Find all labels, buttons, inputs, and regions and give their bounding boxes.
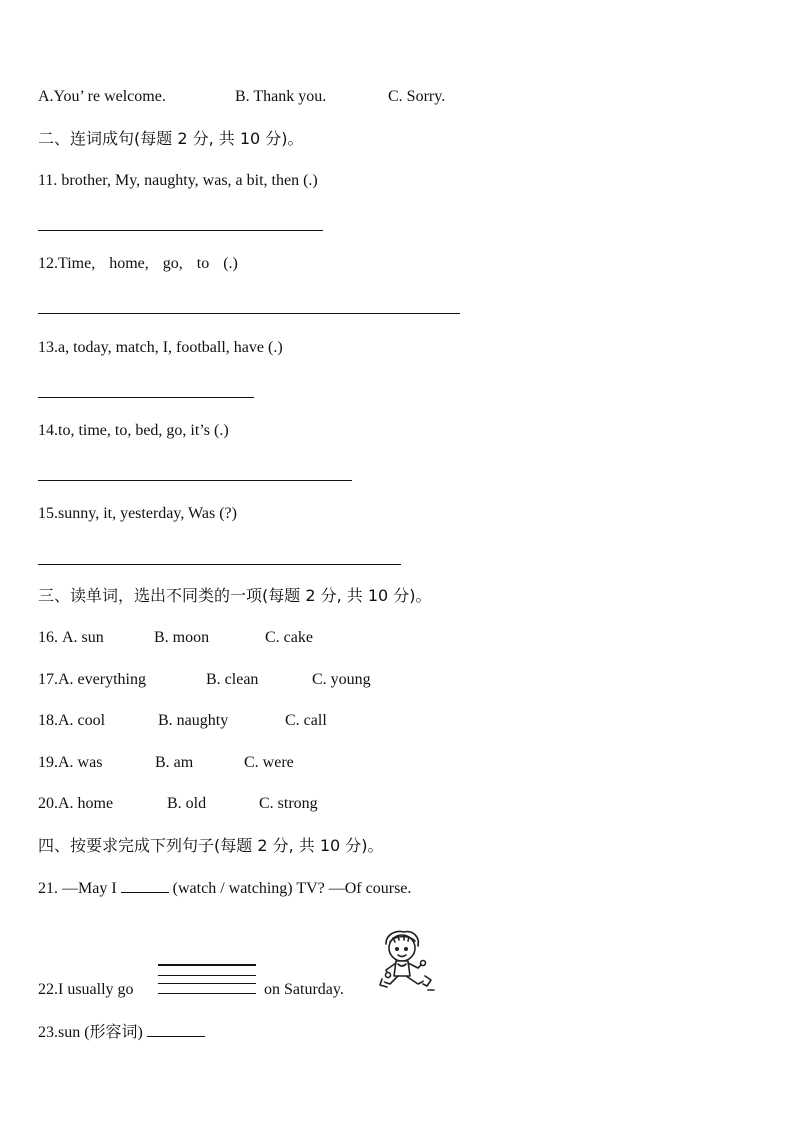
q21-suffix: (watch / watching) TV? —Of course.: [172, 880, 412, 897]
q21-blank[interactable]: [121, 878, 169, 893]
q17-option-c: C. young: [312, 671, 371, 688]
q15-answer-line[interactable]: [38, 564, 401, 565]
q10-options: [38, 87, 445, 107]
q14-prompt: 14.to, time, to, bed, go, it’s (.): [38, 422, 229, 439]
q14-answer-line[interactable]: [38, 480, 352, 481]
section3-heading: 三、读单词，选出不同类的一项(每题 2 分, 共 10 分)。: [38, 586, 432, 605]
q16-option-a: A. sun: [62, 629, 104, 646]
q19-number: 19.: [38, 754, 58, 771]
q17-option-a: A. everything: [58, 671, 146, 688]
q18-number: 18.: [38, 712, 58, 729]
q12-answer-line[interactable]: [38, 313, 460, 314]
q10-option-c: C. Sorry.: [388, 88, 446, 105]
q18-option-b: B. naughty: [158, 712, 229, 729]
q15-prompt: 15.sunny, it, yesterday, Was (?): [38, 505, 237, 522]
q13-answer-line[interactable]: [38, 397, 254, 398]
q13-prompt: 13.a, today, match, I, football, have (.): [38, 339, 283, 356]
q21-prefix: 21. —May I: [38, 880, 117, 897]
q19-option-a: A. was: [58, 754, 103, 771]
q19-option-c: C. were: [244, 754, 294, 771]
q20-option-a: A. home: [58, 795, 114, 812]
q10-option-b: B. Thank you.: [235, 88, 327, 105]
q20-number: 20.: [38, 795, 58, 812]
q23-blank[interactable]: [147, 1022, 205, 1037]
q22-writing-line-1: [158, 964, 256, 966]
q19-option-b: B. am: [155, 754, 194, 771]
q20-option-c: C. strong: [259, 795, 318, 812]
q22-writing-lines[interactable]: [158, 962, 256, 996]
section2-heading: 二、连词成句(每题 2 分, 共 10 分)。: [38, 129, 304, 148]
q22-writing-line-4: [158, 993, 256, 994]
q22-writing-line-3: [158, 983, 256, 984]
q16-number: 16.: [38, 629, 58, 646]
q20-row: [38, 794, 318, 814]
q20-option-b: B. old: [167, 795, 207, 812]
q18-row: [38, 711, 327, 731]
q23-row: [38, 1022, 205, 1043]
q22-suffix: on Saturday.: [264, 981, 344, 998]
q12-prompt: 12.Time, home, go, to (.): [38, 255, 238, 272]
q10-option-a: A.You’ re welcome.: [38, 88, 166, 105]
q23-prefix: 23.sun (形容词): [38, 1024, 143, 1041]
q11-answer-line[interactable]: [38, 230, 323, 231]
q16-option-b: B. moon: [154, 629, 210, 646]
q16-row: [38, 628, 313, 648]
q22-writing-line-2: [158, 975, 256, 976]
q17-number: 17.: [38, 671, 58, 688]
q18-option-a: A. cool: [58, 712, 106, 729]
q21-row: [38, 878, 411, 899]
q16-option-c: C. cake: [265, 629, 313, 646]
q18-option-c: C. call: [285, 712, 327, 729]
q17-row: [38, 670, 371, 690]
q11-prompt: 11. brother, My, naughty, was, a bit, then (.): [38, 172, 318, 189]
q17-option-b: B. clean: [206, 671, 259, 688]
running-boy-icon: [378, 928, 440, 998]
section4-heading: 四、按要求完成下列句子(每题 2 分, 共 10 分)。: [38, 836, 384, 855]
q22-prefix: 22.I usually go: [38, 981, 134, 998]
q19-row: [38, 753, 294, 773]
